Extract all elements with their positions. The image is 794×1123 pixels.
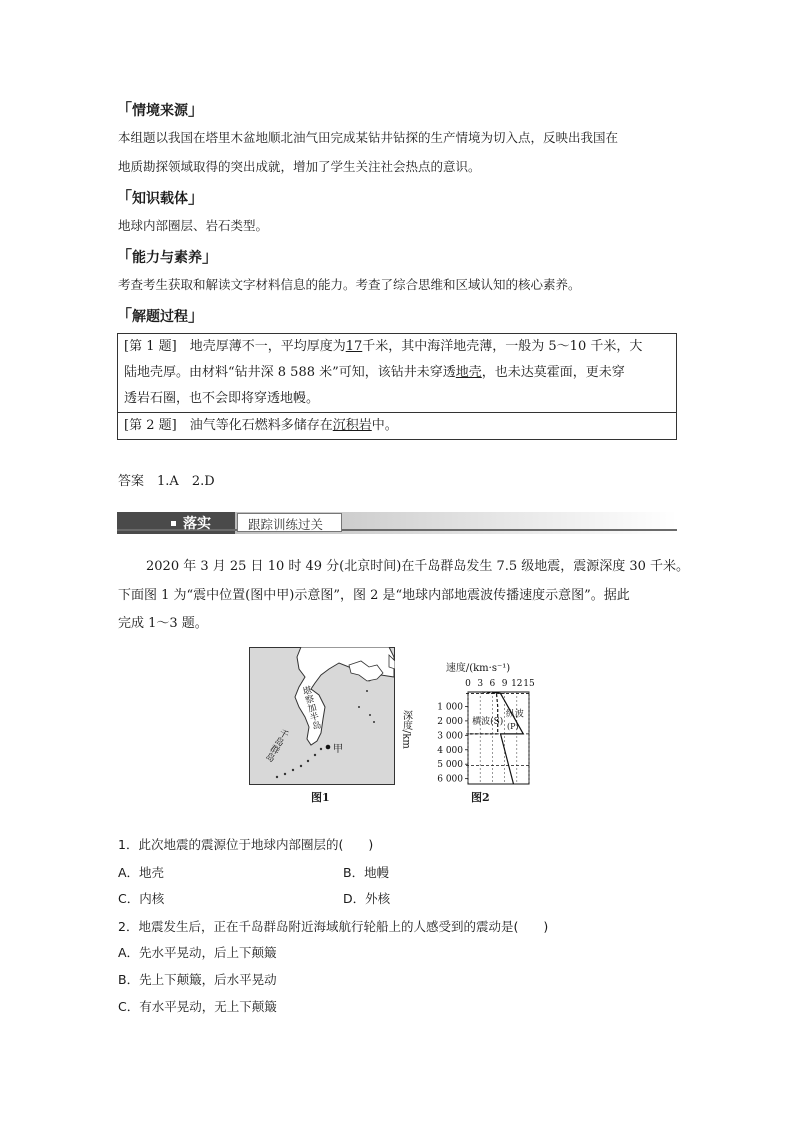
island [300, 765, 302, 767]
chart-x-tick-label: 6 [489, 679, 496, 689]
figure1-map [249, 647, 395, 785]
answer-line: 答案 1.A 2.D [118, 474, 215, 489]
context-text-line2: 地质勘探领域取得的突出成就，增加了学生关注社会热点的意识。 [118, 159, 481, 174]
figure2-caption: 图2 [471, 791, 490, 804]
question-1-stem: 1．此次地震的震源位于地球内部圈层的( ) [118, 837, 374, 852]
island [307, 760, 309, 762]
chart-y-tick-label: 2 000 [437, 716, 463, 727]
chart-xlabel: 速度/(km·s⁻¹) [445, 663, 511, 674]
section-title-ability: 「能力与素养」 [116, 247, 219, 266]
section-title-knowledge: 「知识载体」 [116, 188, 205, 207]
section-title-solution: 「解题过程」 [116, 306, 205, 325]
island [358, 706, 360, 708]
chart-label-p-wave-code: (P) [507, 721, 519, 731]
chart-x-tick-label: 9 [501, 679, 508, 689]
chart-frame [468, 692, 529, 784]
figure1-caption: 图1 [311, 791, 330, 804]
question-1-option-a[interactable]: A．地壳 [118, 865, 165, 880]
chart-y-tick-label: 4 000 [437, 745, 463, 756]
context-text-line1: 本组题以我国在塔里木盆地顺北油气田完成某钻井钻探的生产情境为切入点，反映出我国在 [118, 130, 619, 145]
question-2-stem: 2．地震发生后，正在千岛群岛附近海域航行轮船上的人感受到的震动是( ) [118, 919, 549, 934]
island [284, 773, 286, 775]
question-1-option-b[interactable]: B．地幔 [343, 865, 390, 880]
question-1-option-c[interactable]: C．内核 [118, 891, 165, 906]
chart-x-tick-label: 12 [511, 679, 523, 689]
island [314, 754, 316, 756]
chart-x-tick-label: 3 [477, 679, 484, 689]
question-2-option-a[interactable]: A．先水平晃动，后上下颠簸 [118, 945, 277, 960]
chart-y-tick-label: 6 000 [437, 774, 463, 785]
epicenter-marker [326, 745, 331, 750]
knowledge-text: 地球内部圈层、岩石类型。 [118, 218, 269, 233]
intro-line1: 2020 年 3 月 25 日 10 时 49 分(北京时间)在千岛群岛发生 7.5 级地震，震源深度 30 千米。 [146, 559, 690, 574]
islands-label: 千岛群岛 [262, 726, 290, 763]
banner-square-icon [171, 521, 176, 526]
chart-y-tick-label: 1 000 [437, 702, 463, 713]
question-2-option-b[interactable]: B．先上下颠簸，后水平晃动 [118, 972, 277, 987]
epicenter-label: 甲 [333, 744, 343, 755]
chart-x-tick-label: 15 [523, 679, 535, 689]
banner-tag: 落实 [183, 516, 211, 532]
chart-y-tick-label: 3 000 [437, 731, 463, 742]
island [292, 769, 294, 771]
chart-line-p-wave [492, 692, 523, 784]
section-title-context: 「情境来源」 [116, 100, 205, 119]
island [369, 714, 371, 716]
island [366, 690, 368, 692]
solution-q1: [第 1 题] 地壳厚薄不一，平均厚度为17千米，其中海洋地壳薄，一般为 5～10 千米，大 陆地壳厚。由材料“钻井深 8 588 米”可知，该钻井未穿透地壳，也未达莫霍面，更未穿 透岩石圈，也不会即将穿透地幔。 [124, 339, 643, 406]
chart-line-s-wave [468, 692, 498, 734]
island [276, 776, 278, 778]
chart-label-s-wave: 横波(S) [472, 716, 504, 727]
figure2-chart [380, 658, 550, 788]
ability-text: 考查考生获取和解读文字材料信息的能力。考查了综合思维和区域认知的核心素养。 [118, 277, 581, 292]
intro-line3: 完成 1～3 题。 [118, 616, 208, 631]
intro-line2: 下面图 1 为“震中位置(图中甲)示意图”，图 2 是“地球内部地震波传播速度示意图”。据此 [118, 588, 630, 603]
peninsula-label: 堪察加半岛 [299, 685, 322, 732]
chart-ylabel: 深度/km [400, 710, 412, 749]
banner-subtitle: 跟踪训练过关 [248, 517, 324, 532]
question-2-option-c[interactable]: C．有水平晃动，无上下颠簸 [118, 999, 277, 1014]
chart-label-p-wave: 纵波 [505, 709, 524, 720]
question-1-option-d[interactable]: D．外核 [343, 891, 391, 906]
chart-svg [380, 658, 550, 788]
chart-x-tick-label: 0 [465, 679, 471, 689]
solution-q2: [第 2 题] 油气等化石燃料多储存在沉积岩中。 [118, 412, 676, 439]
solution-box [117, 333, 677, 440]
map-svg [249, 647, 395, 785]
island [373, 721, 375, 723]
section-banner [117, 512, 677, 534]
island [320, 748, 322, 750]
chart-y-tick-label: 5 000 [437, 760, 463, 771]
